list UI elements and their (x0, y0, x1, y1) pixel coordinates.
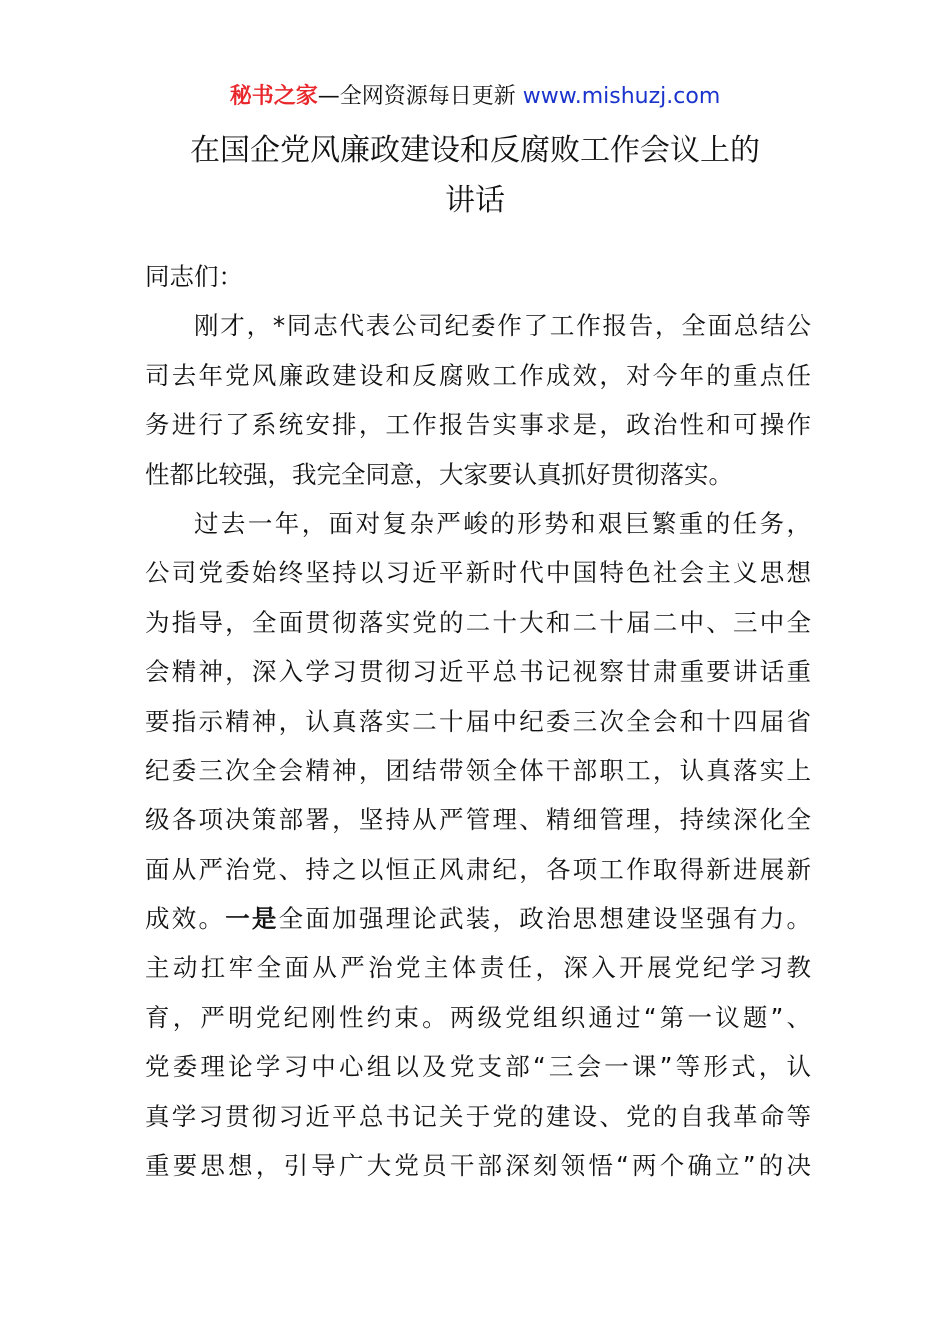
paragraph-line: 育，严明党纪刚性约束。两级党组织通过“第一议题”、 (145, 1002, 811, 1032)
salutation: 同志们： (145, 262, 243, 291)
paragraph-line: 主动扛牢全面从严治党主体责任，深入开展党纪学习教 (145, 953, 811, 983)
title-line-1: 在国企党风廉政建设和反腐败工作会议上的 (190, 133, 760, 168)
paragraph-line (145, 894, 811, 943)
paragraph-line: 要指示精神，认真落实二十届中纪委三次全会和十四届省 (145, 706, 811, 736)
document-title (0, 126, 950, 226)
title-line-2: 讲话 (445, 183, 505, 218)
site-brand: 秘书之家 (229, 84, 318, 109)
site-tagline: —全网资源每日更新 (317, 84, 516, 109)
paragraph-line: 为指导，全面贯彻落实党的二十大和二十届二中、三中全 (145, 607, 811, 637)
document-body (145, 252, 811, 1190)
paragraph-line: 刚才，*同志代表公司纪委作了工作报告，全面总结公 (194, 311, 811, 341)
paragraph-line: 纪委三次全会精神，团结带领全体干部职工，认真落实上 (145, 755, 811, 785)
paragraph-line: 党委理论学习中心组以及党支部“三会一课”等形式，认 (145, 1052, 811, 1082)
paragraph-line: 务进行了系统安排，工作报告实事求是，政治性和可操作 (145, 410, 811, 440)
paragraph-line: 公司党委始终坚持以习近平新时代中国特色社会主义思想 (145, 558, 811, 588)
paragraph-line: 真学习贯彻习近平总书记关于党的建设、党的自我革命等 (145, 1101, 811, 1131)
paragraph-line: 面从严治党、持之以恒正风肃纪，各项工作取得新进展新 (145, 854, 811, 884)
point-marker-bold: 一是 (225, 904, 279, 934)
site-header (0, 80, 950, 114)
paragraph-line: 司去年党风廉政建设和反腐败工作成效，对今年的重点任 (145, 360, 811, 390)
paragraph-line: 会精神，深入学习贯彻习近平总书记视察甘肃重要讲话重 (145, 657, 811, 687)
paragraph-line-prefix: 成效。 (145, 904, 226, 934)
paragraph-1 (145, 301, 811, 499)
site-url-link[interactable]: www.mishuzj.com (515, 84, 721, 109)
paragraph-line-suffix: 全面加强理论武装，政治思想建设坚强有力。 (278, 904, 812, 934)
paragraph-line: 级各项决策部署，坚持从严管理、精细管理，持续深化全 (145, 805, 811, 835)
paragraph-line: 重要思想，引导广大党员干部深刻领悟“两个确立”的决 (145, 1151, 811, 1181)
paragraph-line: 过去一年，面对复杂严峻的形势和艰巨繁重的任务， (194, 508, 811, 538)
paragraph-2 (145, 499, 811, 1190)
paragraph-line: 性都比较强，我完全同意，大家要认真抓好贯彻落实。 (145, 459, 733, 489)
